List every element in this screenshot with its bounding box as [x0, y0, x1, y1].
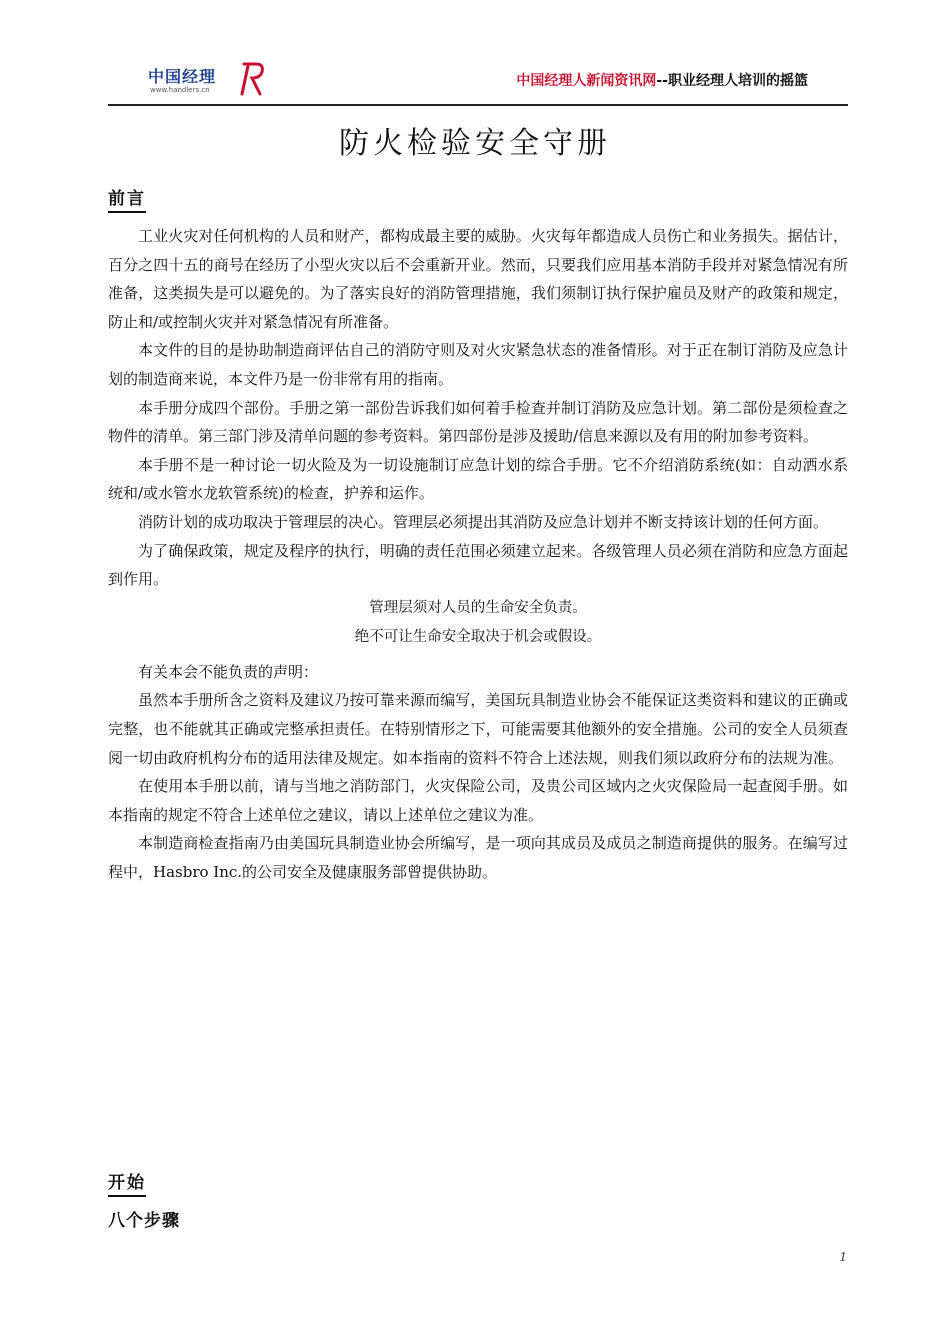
- paragraph: 本制造商检查指南乃由美国玩具制造业协会所编写，是一项向其成员及成员之制造商提供的服务。在编写过程中，Hasbro Inc.的公司安全及健康服务部曾提供协助。: [108, 834, 848, 881]
- paragraph: 虽然本手册所含之资料及建议乃按可靠来源而编写，美国玩具制造业协会不能保证这类资料和建议的正确或完整，也不能就其正确或完整承担责任。在特别情形之下，可能需要其他额外的安全措施。公司的安全人员须查阅一切由政府机构分布的适用法律及规定。如本指南的资料不符合上述法规，则我们须以政府分布的法规为准。: [108, 691, 848, 767]
- emphasis-line: 管理层须对人员的生命安全负责。: [369, 599, 587, 616]
- section-heading-start: 开始: [108, 1172, 146, 1197]
- section-heading-preface: 前言: [108, 188, 146, 213]
- document-title: 防火检验安全守册: [339, 126, 611, 161]
- logo-mark-icon: [236, 60, 270, 98]
- tagline-site-name: 中国经理人新闻资讯网: [516, 73, 657, 89]
- paragraph: 为了确保政策，规定及程序的执行，明确的责任范围必须建立起来。各级管理人员必须在消防和应急方面起到作用。: [108, 541, 848, 589]
- paragraph: 工业火灾对任何机构的人员和财产，都构成最主要的威胁。火灾每年都造成人员伤亡和业务损失。据估计，百分之四十五的商号在经历了小型火灾以后不会重新开业。然而，只要我们应用基本消防手段并对紧急情况有所准备，这类损失是可以避免的。为了落实良好的消防管理措施，我们须制订执行保护雇员及财产的政策和规定，防止和/或控制火灾并对紧急情况有所准备。: [108, 227, 848, 331]
- paragraph: 消防计划的成功取决于管理层的决心。管理层必须提出其消防及应急计划并不断支持该计划的任何方面。: [138, 512, 829, 531]
- logo: [148, 64, 308, 100]
- subheading-eight-steps: 八个步骤: [108, 1211, 180, 1231]
- page-number: 1: [839, 1250, 847, 1264]
- tagline-slogan: --职业经理人培训的摇篮: [656, 73, 808, 89]
- page-header: [108, 60, 848, 106]
- header-tagline: [516, 70, 808, 90]
- logo-url: www.handlers.cn: [150, 86, 210, 94]
- paragraph: 本手册分成四个部份。手册之第一部份告诉我们如何着手检查并制订消防及应急计划。第二部份是须检查之物件的清单。第三部门涉及清单问题的参考资料。第四部份是涉及援助/信息来源以及有用的附加参考资料。: [108, 398, 848, 446]
- disclaimer-heading: 有关本会不能负责的声明：: [138, 662, 319, 681]
- paragraph: 在使用本手册以前，请与当地之消防部门，火灾保险公司，及贵公司区域内之火灾保险局一起查阅手册。如本指南的规定不符合上述单位之建议，请以上述单位之建议为准。: [108, 777, 848, 824]
- paragraph: 本文件的目的是协助制造商评估自己的消防守则及对火灾紧急状态的准备情形。对于正在制订消防及应急计划的制造商来说，本文件乃是一份非常有用的指南。: [108, 341, 848, 388]
- paragraph: 本手册不是一种讨论一切火险及为一切设施制订应急计划的综合手册。它不介绍消防系统(如：自动洒水系统和/或水管水龙软管系统)的检查，护养和运作。: [108, 455, 848, 503]
- logo-text: 中国经理: [148, 67, 217, 86]
- emphasis-line: 绝不可让生命安全取决于机会或假设。: [354, 628, 602, 645]
- document-body: [108, 222, 848, 886]
